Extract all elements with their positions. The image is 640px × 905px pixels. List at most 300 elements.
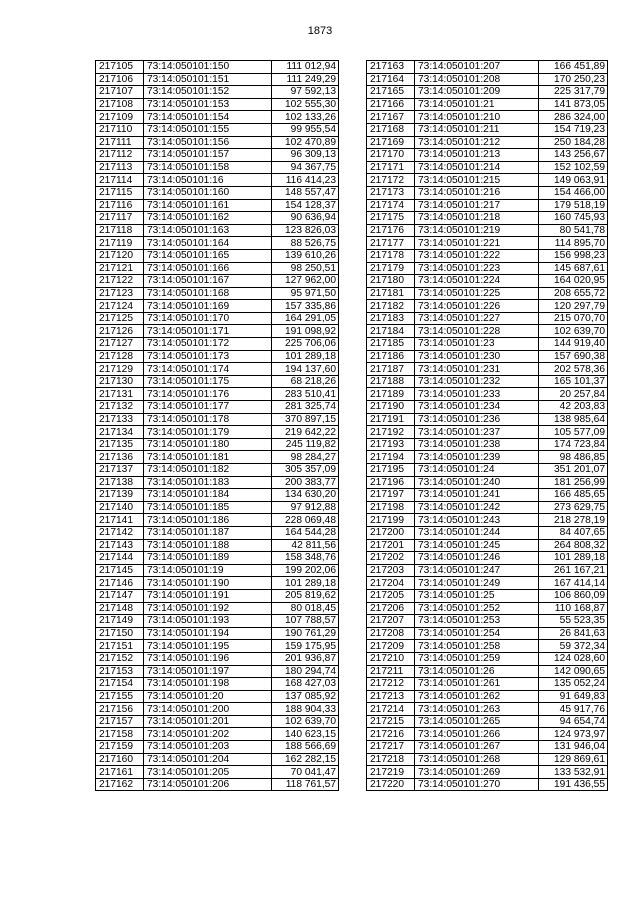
cadastral-number-cell: 73:14:050101:194 <box>144 627 272 640</box>
table-row <box>367 375 608 388</box>
record-number-cell: 217169 <box>367 136 415 149</box>
table-row <box>367 275 608 288</box>
cadastral-value-cell: 159 175,95 <box>272 640 339 653</box>
cadastral-value-cell: 102 133,26 <box>272 111 339 124</box>
table-row <box>96 615 339 628</box>
table-row <box>96 589 339 602</box>
cadastral-value-cell: 194 137,60 <box>272 363 339 376</box>
table-row <box>367 388 608 401</box>
cadastral-value-cell: 107 788,57 <box>272 615 339 628</box>
cadastral-number-cell: 73:14:050101:222 <box>415 249 539 262</box>
cadastral-number-cell: 73:14:050101:210 <box>415 111 539 124</box>
cadastral-value-cell: 133 532,91 <box>539 766 608 779</box>
cadastral-value-cell: 42 811,56 <box>272 539 339 552</box>
cadastral-number-cell: 73:14:050101:211 <box>415 123 539 136</box>
record-number-cell: 217197 <box>367 489 415 502</box>
record-number-cell: 217160 <box>96 753 144 766</box>
cadastral-number-cell: 73:14:050101:253 <box>415 615 539 628</box>
cadastral-value-cell: 144 919,40 <box>539 338 608 351</box>
table-row <box>367 287 608 300</box>
record-number-cell: 217135 <box>96 438 144 451</box>
record-number-cell: 217211 <box>367 665 415 678</box>
table-row <box>367 640 608 653</box>
record-number-cell: 217147 <box>96 589 144 602</box>
table-row <box>367 86 608 99</box>
cadastral-number-cell: 73:14:050101:218 <box>415 212 539 225</box>
cadastral-value-cell: 94 367,75 <box>272 161 339 174</box>
cadastral-number-cell: 73:14:050101:24 <box>415 464 539 477</box>
cadastral-value-cell: 101 289,18 <box>272 577 339 590</box>
cadastral-number-cell: 73:14:050101:157 <box>144 149 272 162</box>
cadastral-value-cell: 42 203,83 <box>539 401 608 414</box>
table-row <box>367 766 608 779</box>
table-row <box>96 678 339 691</box>
cadastral-value-cell: 123 826,03 <box>272 224 339 237</box>
record-number-cell: 217152 <box>96 652 144 665</box>
record-number-cell: 217171 <box>367 161 415 174</box>
table-row <box>96 602 339 615</box>
table-row <box>367 186 608 199</box>
cadastral-number-cell: 73:14:050101:206 <box>144 778 272 791</box>
record-number-cell: 217210 <box>367 652 415 665</box>
record-number-cell: 217193 <box>367 438 415 451</box>
cadastral-number-cell: 73:14:050101:153 <box>144 98 272 111</box>
cadastral-value-cell: 167 414,14 <box>539 577 608 590</box>
cadastral-number-cell: 73:14:050101:205 <box>144 766 272 779</box>
record-number-cell: 217216 <box>367 728 415 741</box>
table-row <box>96 514 339 527</box>
cadastral-number-cell: 73:14:050101:238 <box>415 438 539 451</box>
table-row <box>367 249 608 262</box>
cadastral-value-cell: 158 348,76 <box>272 552 339 565</box>
record-number-cell: 217198 <box>367 501 415 514</box>
record-number-cell: 217115 <box>96 186 144 199</box>
record-number-cell: 217120 <box>96 249 144 262</box>
table-row <box>96 426 339 439</box>
record-number-cell: 217151 <box>96 640 144 653</box>
cadastral-number-cell: 73:14:050101:197 <box>144 665 272 678</box>
cadastral-value-cell: 154 128,37 <box>272 199 339 212</box>
table-row <box>367 149 608 162</box>
cadastral-value-cell: 188 904,33 <box>272 703 339 716</box>
cadastral-value-cell: 201 936,87 <box>272 652 339 665</box>
cadastral-value-cell: 142 090,65 <box>539 665 608 678</box>
record-number-cell: 217116 <box>96 199 144 212</box>
cadastral-number-cell: 73:14:050101:252 <box>415 602 539 615</box>
table-row <box>367 577 608 590</box>
cadastral-value-cell: 143 256,67 <box>539 149 608 162</box>
cadastral-number-cell: 73:14:050101:270 <box>415 778 539 791</box>
cadastral-value-cell: 127 962,00 <box>272 275 339 288</box>
record-number-cell: 217175 <box>367 212 415 225</box>
cadastral-number-cell: 73:14:050101:150 <box>144 61 272 74</box>
cadastral-value-cell: 162 282,15 <box>272 753 339 766</box>
record-number-cell: 217168 <box>367 123 415 136</box>
table-row <box>96 149 339 162</box>
table-row <box>367 627 608 640</box>
table-row <box>96 690 339 703</box>
table-row <box>367 123 608 136</box>
record-number-cell: 217161 <box>96 766 144 779</box>
cadastral-number-cell: 73:14:050101:268 <box>415 753 539 766</box>
cadastral-number-cell: 73:14:050101:249 <box>415 577 539 590</box>
record-number-cell: 217138 <box>96 476 144 489</box>
table-row <box>96 86 339 99</box>
table-row <box>367 61 608 74</box>
cadastral-value-cell: 225 706,06 <box>272 338 339 351</box>
cadastral-value-cell: 190 761,29 <box>272 627 339 640</box>
cadastral-number-cell: 73:14:050101:162 <box>144 212 272 225</box>
record-number-cell: 217131 <box>96 388 144 401</box>
table-row <box>96 262 339 275</box>
cadastral-number-cell: 73:14:050101:26 <box>415 665 539 678</box>
cadastral-value-cell: 157 690,38 <box>539 350 608 363</box>
record-number-cell: 217157 <box>96 715 144 728</box>
cadastral-value-cell: 283 510,41 <box>272 388 339 401</box>
cadastral-value-cell: 105 577,09 <box>539 426 608 439</box>
cadastral-value-cell: 370 897,15 <box>272 413 339 426</box>
table-row <box>96 287 339 300</box>
cadastral-value-cell: 68 218,26 <box>272 375 339 388</box>
table-row <box>367 300 608 313</box>
table-row <box>367 589 608 602</box>
record-number-cell: 217158 <box>96 728 144 741</box>
table-row <box>96 73 339 86</box>
cadastral-value-cell: 134 630,20 <box>272 489 339 502</box>
cadastral-value-cell: 102 639,70 <box>539 325 608 338</box>
table-row <box>96 451 339 464</box>
cadastral-value-cell: 273 629,75 <box>539 501 608 514</box>
cadastral-number-cell: 73:14:050101:215 <box>415 174 539 187</box>
cadastral-number-cell: 73:14:050101:217 <box>415 199 539 212</box>
cadastral-number-cell: 73:14:050101:171 <box>144 325 272 338</box>
record-number-cell: 217188 <box>367 375 415 388</box>
cadastral-value-cell: 118 761,57 <box>272 778 339 791</box>
cadastral-number-cell: 73:14:050101:263 <box>415 703 539 716</box>
cadastral-number-cell: 73:14:050101:219 <box>415 224 539 237</box>
table-row <box>96 111 339 124</box>
cadastral-number-cell: 73:14:050101:181 <box>144 451 272 464</box>
record-number-cell: 217206 <box>367 602 415 615</box>
record-number-cell: 217129 <box>96 363 144 376</box>
table-row <box>96 665 339 678</box>
record-number-cell: 217213 <box>367 690 415 703</box>
record-number-cell: 217190 <box>367 401 415 414</box>
cadastral-table-right <box>366 60 608 791</box>
cadastral-number-cell: 73:14:050101:240 <box>415 476 539 489</box>
cadastral-number-cell: 73:14:050101:204 <box>144 753 272 766</box>
cadastral-number-cell: 73:14:050101:265 <box>415 715 539 728</box>
cadastral-value-cell: 94 654,74 <box>539 715 608 728</box>
cadastral-number-cell: 73:14:050101:244 <box>415 526 539 539</box>
table-row <box>96 338 339 351</box>
cadastral-value-cell: 114 895,70 <box>539 237 608 250</box>
cadastral-number-cell: 73:14:050101:241 <box>415 489 539 502</box>
table-row <box>96 715 339 728</box>
record-number-cell: 217139 <box>96 489 144 502</box>
cadastral-value-cell: 166 485,65 <box>539 489 608 502</box>
cadastral-value-cell: 88 526,75 <box>272 237 339 250</box>
cadastral-number-cell: 73:14:050101:183 <box>144 476 272 489</box>
record-number-cell: 217209 <box>367 640 415 653</box>
cadastral-number-cell: 73:14:050101:230 <box>415 350 539 363</box>
cadastral-value-cell: 131 946,04 <box>539 741 608 754</box>
table-row <box>96 526 339 539</box>
record-number-cell: 217186 <box>367 350 415 363</box>
cadastral-number-cell: 73:14:050101:184 <box>144 489 272 502</box>
cadastral-number-cell: 73:14:050101:187 <box>144 526 272 539</box>
record-number-cell: 217173 <box>367 186 415 199</box>
record-number-cell: 217165 <box>367 86 415 99</box>
record-number-cell: 217136 <box>96 451 144 464</box>
table-row <box>96 401 339 414</box>
table-row <box>96 98 339 111</box>
record-number-cell: 217121 <box>96 262 144 275</box>
table-row <box>96 438 339 451</box>
cadastral-value-cell: 101 289,18 <box>539 552 608 565</box>
cadastral-value-cell: 45 917,76 <box>539 703 608 716</box>
cadastral-number-cell: 73:14:050101:188 <box>144 539 272 552</box>
table-row <box>96 728 339 741</box>
cadastral-number-cell: 73:14:050101:201 <box>144 715 272 728</box>
cadastral-number-cell: 73:14:050101:261 <box>415 678 539 691</box>
cadastral-value-cell: 26 841,63 <box>539 627 608 640</box>
cadastral-number-cell: 73:14:050101:185 <box>144 501 272 514</box>
table-row <box>367 426 608 439</box>
cadastral-value-cell: 245 119,82 <box>272 438 339 451</box>
cadastral-value-cell: 200 383,77 <box>272 476 339 489</box>
record-number-cell: 217204 <box>367 577 415 590</box>
table-row <box>96 753 339 766</box>
record-number-cell: 217181 <box>367 287 415 300</box>
record-number-cell: 217141 <box>96 514 144 527</box>
table-row <box>96 640 339 653</box>
cadastral-number-cell: 73:14:050101:23 <box>415 338 539 351</box>
record-number-cell: 217150 <box>96 627 144 640</box>
cadastral-value-cell: 90 636,94 <box>272 212 339 225</box>
cadastral-number-cell: 73:14:050101:19 <box>144 564 272 577</box>
cadastral-number-cell: 73:14:050101:236 <box>415 413 539 426</box>
cadastral-number-cell: 73:14:050101:242 <box>415 501 539 514</box>
cadastral-value-cell: 219 642,22 <box>272 426 339 439</box>
cadastral-number-cell: 73:14:050101:202 <box>144 728 272 741</box>
table-row <box>96 224 339 237</box>
cadastral-value-cell: 199 202,06 <box>272 564 339 577</box>
cadastral-number-cell: 73:14:050101:177 <box>144 401 272 414</box>
cadastral-value-cell: 165 101,37 <box>539 375 608 388</box>
cadastral-value-cell: 250 184,28 <box>539 136 608 149</box>
cadastral-number-cell: 73:14:050101:224 <box>415 275 539 288</box>
cadastral-value-cell: 305 357,09 <box>272 464 339 477</box>
table-row <box>367 728 608 741</box>
cadastral-number-cell: 73:14:050101:245 <box>415 539 539 552</box>
cadastral-value-cell: 102 470,89 <box>272 136 339 149</box>
cadastral-value-cell: 174 723,84 <box>539 438 608 451</box>
cadastral-value-cell: 168 427,03 <box>272 678 339 691</box>
cadastral-number-cell: 73:14:050101:172 <box>144 338 272 351</box>
record-number-cell: 217156 <box>96 703 144 716</box>
record-number-cell: 217148 <box>96 602 144 615</box>
cadastral-table-left <box>95 60 339 791</box>
record-number-cell: 217218 <box>367 753 415 766</box>
cadastral-value-cell: 80 018,45 <box>272 602 339 615</box>
record-number-cell: 217184 <box>367 325 415 338</box>
record-number-cell: 217176 <box>367 224 415 237</box>
table-row <box>367 753 608 766</box>
cadastral-value-cell: 102 555,30 <box>272 98 339 111</box>
table-row <box>367 703 608 716</box>
cadastral-value-cell: 208 655,72 <box>539 287 608 300</box>
record-number-cell: 217172 <box>367 174 415 187</box>
cadastral-value-cell: 80 541,78 <box>539 224 608 237</box>
record-number-cell: 217200 <box>367 526 415 539</box>
record-number-cell: 217108 <box>96 98 144 111</box>
cadastral-number-cell: 73:14:050101:167 <box>144 275 272 288</box>
cadastral-number-cell: 73:14:050101:193 <box>144 615 272 628</box>
cadastral-number-cell: 73:14:050101:208 <box>415 73 539 86</box>
record-number-cell: 217203 <box>367 564 415 577</box>
table-row <box>96 489 339 502</box>
record-number-cell: 217155 <box>96 690 144 703</box>
record-number-cell: 217185 <box>367 338 415 351</box>
record-number-cell: 217178 <box>367 249 415 262</box>
record-number-cell: 217145 <box>96 564 144 577</box>
cadastral-number-cell: 73:14:050101:20 <box>144 690 272 703</box>
table-row <box>367 652 608 665</box>
record-number-cell: 217140 <box>96 501 144 514</box>
cadastral-value-cell: 170 250,23 <box>539 73 608 86</box>
cadastral-number-cell: 73:14:050101:237 <box>415 426 539 439</box>
table-row <box>96 778 339 791</box>
table-row <box>367 665 608 678</box>
record-number-cell: 217174 <box>367 199 415 212</box>
record-number-cell: 217127 <box>96 338 144 351</box>
table-row <box>96 501 339 514</box>
table-row <box>367 615 608 628</box>
record-number-cell: 217220 <box>367 778 415 791</box>
table-row <box>96 186 339 199</box>
table-row <box>367 161 608 174</box>
table-row <box>96 312 339 325</box>
cadastral-number-cell: 73:14:050101:161 <box>144 199 272 212</box>
table-row <box>367 401 608 414</box>
record-number-cell: 217170 <box>367 149 415 162</box>
record-number-cell: 217177 <box>367 237 415 250</box>
cadastral-value-cell: 154 719,23 <box>539 123 608 136</box>
cadastral-value-cell: 160 745,93 <box>539 212 608 225</box>
record-number-cell: 217146 <box>96 577 144 590</box>
cadastral-value-cell: 179 518,19 <box>539 199 608 212</box>
cadastral-value-cell: 286 324,00 <box>539 111 608 124</box>
cadastral-value-cell: 157 335,86 <box>272 300 339 313</box>
record-number-cell: 217195 <box>367 464 415 477</box>
cadastral-value-cell: 164 291,05 <box>272 312 339 325</box>
table-row <box>367 451 608 464</box>
cadastral-value-cell: 156 998,23 <box>539 249 608 262</box>
cadastral-value-cell: 98 284,27 <box>272 451 339 464</box>
cadastral-value-cell: 91 649,83 <box>539 690 608 703</box>
record-number-cell: 217133 <box>96 413 144 426</box>
cadastral-value-cell: 95 971,50 <box>272 287 339 300</box>
record-number-cell: 217122 <box>96 275 144 288</box>
cadastral-value-cell: 180 294,74 <box>272 665 339 678</box>
cadastral-value-cell: 152 102,59 <box>539 161 608 174</box>
table-row <box>367 514 608 527</box>
cadastral-number-cell: 73:14:050101:266 <box>415 728 539 741</box>
cadastral-value-cell: 205 819,62 <box>272 589 339 602</box>
cadastral-number-cell: 73:14:050101:186 <box>144 514 272 527</box>
table-row <box>96 325 339 338</box>
record-number-cell: 217179 <box>367 262 415 275</box>
table-row <box>96 136 339 149</box>
record-number-cell: 217126 <box>96 325 144 338</box>
table-row <box>367 199 608 212</box>
table-row <box>96 300 339 313</box>
cadastral-number-cell: 73:14:050101:258 <box>415 640 539 653</box>
record-number-cell: 217164 <box>367 73 415 86</box>
record-number-cell: 217123 <box>96 287 144 300</box>
record-number-cell: 217125 <box>96 312 144 325</box>
table-row <box>96 161 339 174</box>
record-number-cell: 217143 <box>96 539 144 552</box>
table-row <box>96 741 339 754</box>
record-number-cell: 217119 <box>96 237 144 250</box>
cadastral-value-cell: 228 069,48 <box>272 514 339 527</box>
record-number-cell: 217105 <box>96 61 144 74</box>
cadastral-number-cell: 73:14:050101:233 <box>415 388 539 401</box>
record-number-cell: 217159 <box>96 741 144 754</box>
cadastral-number-cell: 73:14:050101:216 <box>415 186 539 199</box>
cadastral-number-cell: 73:14:050101:174 <box>144 363 272 376</box>
table-row <box>367 237 608 250</box>
record-number-cell: 217199 <box>367 514 415 527</box>
cadastral-number-cell: 73:14:050101:165 <box>144 249 272 262</box>
table-row <box>96 237 339 250</box>
record-number-cell: 217208 <box>367 627 415 640</box>
cadastral-value-cell: 351 201,07 <box>539 464 608 477</box>
cadastral-value-cell: 110 168,87 <box>539 602 608 615</box>
cadastral-number-cell: 73:14:050101:226 <box>415 300 539 313</box>
table-row <box>96 375 339 388</box>
cadastral-value-cell: 154 466,00 <box>539 186 608 199</box>
cadastral-number-cell: 73:14:050101:16 <box>144 174 272 187</box>
record-number-cell: 217163 <box>367 61 415 74</box>
table-row <box>367 224 608 237</box>
table-row <box>367 564 608 577</box>
cadastral-number-cell: 73:14:050101:195 <box>144 640 272 653</box>
table-row <box>96 564 339 577</box>
table-row <box>367 678 608 691</box>
record-number-cell: 217124 <box>96 300 144 313</box>
cadastral-value-cell: 281 325,74 <box>272 401 339 414</box>
cadastral-value-cell: 120 297,79 <box>539 300 608 313</box>
cadastral-value-cell: 166 451,89 <box>539 61 608 74</box>
table-row <box>367 98 608 111</box>
record-number-cell: 217205 <box>367 589 415 602</box>
cadastral-value-cell: 111 012,94 <box>272 61 339 74</box>
cadastral-value-cell: 98 486,85 <box>539 451 608 464</box>
cadastral-number-cell: 73:14:050101:231 <box>415 363 539 376</box>
record-number-cell: 217214 <box>367 703 415 716</box>
table-row <box>96 363 339 376</box>
cadastral-value-cell: 191 098,92 <box>272 325 339 338</box>
cadastral-number-cell: 73:14:050101:214 <box>415 161 539 174</box>
cadastral-value-cell: 148 557,47 <box>272 186 339 199</box>
table-row <box>96 249 339 262</box>
cadastral-number-cell: 73:14:050101:168 <box>144 287 272 300</box>
cadastral-number-cell: 73:14:050101:267 <box>415 741 539 754</box>
cadastral-number-cell: 73:14:050101:176 <box>144 388 272 401</box>
